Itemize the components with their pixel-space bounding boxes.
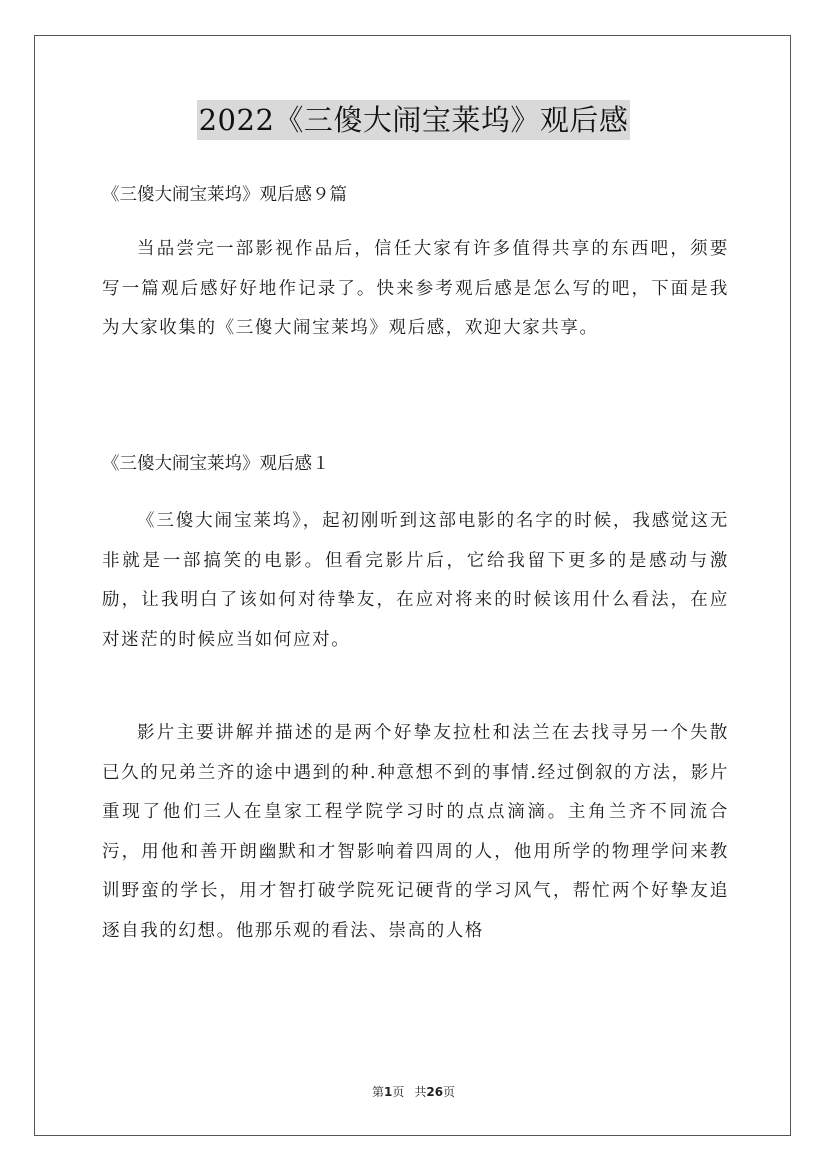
body-paragraph: 《三傻大闹宝莱坞》，起初刚听到这部电影的名字的时候，我感觉这无非就是一部搞笑的电影。但看完影片后，它给我留下更多的是感动与激励，让我明白了该如何对待挚友，在应对将来的时候该用什么看法，在应对迷茫的时候应当如何应对。 [102,511,729,650]
page-suffix: 页 [392,1085,405,1099]
document-title: 2022《三傻大闹宝莱坞》观后感 [197,100,631,140]
total-suffix: 页 [443,1085,456,1099]
title-container [0,100,827,140]
section-heading: 《三傻大闹宝莱坞》观后感１ [102,454,330,474]
page-number: 1 [383,1085,393,1099]
total-pages: 26 [426,1085,444,1099]
total-prefix: 共 [414,1085,427,1099]
page-prefix: 第 [371,1085,384,1099]
page-footer [0,1083,827,1100]
body-paragraph: 影片主要讲解并描述的是两个好挚友拉杜和法兰在去找寻另一个失散已久的兄弟兰齐的途中遇到的种.种意想不到的事情.经过倒叙的方法，影片重现了他们三人在皇家工程学院学习时的点点滴滴。主角兰齐不同流合污，用他和善开朗幽默和才智影响着四周的人，他用所学的物理学问来教训野蛮的学长，用才智打破学院死记硬背的学习风气，帮忙两个好挚友追逐自我的幻想。他那乐观的看法、崇高的人格 [102,723,729,941]
intro-paragraph: 当品尝完一部影视作品后，信任大家有许多值得共享的东西吧，须要写一篇观后感好好地作记录了。快来参考观后感是怎么写的吧，下面是我为大家收集的《三傻大闹宝莱坞》观后感，欢迎大家共享。 [102,239,729,338]
document-subtitle: 《三傻大闹宝莱坞》观后感９篇 [102,185,347,205]
